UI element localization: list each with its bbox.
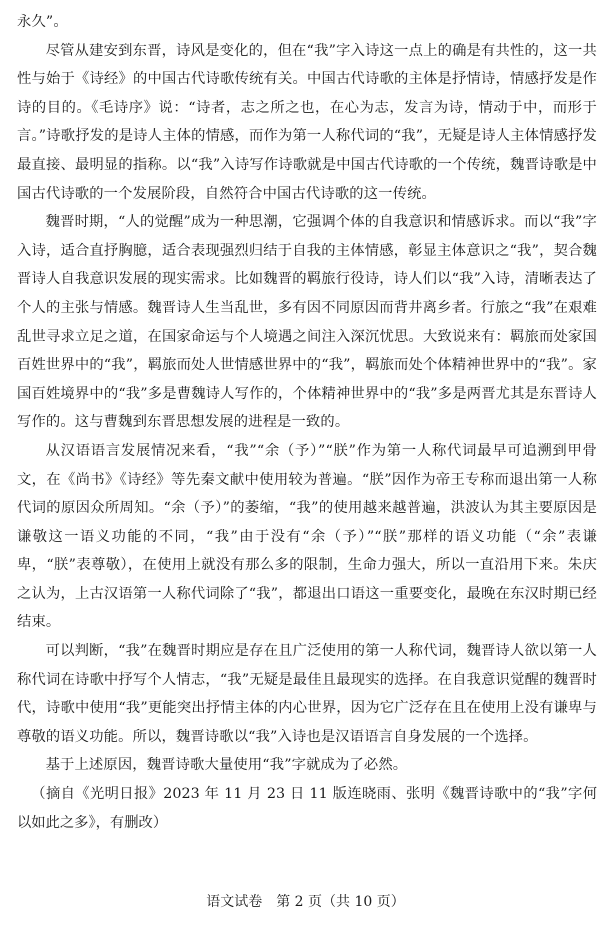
paragraph-conclusion: 基于上述原因，魏晋诗歌大量使用“我”字就成为了必然。 [45,757,408,774]
page-footer: 语文试卷 第 2 页（共 10 页） [206,894,405,910]
source-citation: （摘自《光明日报》2023 年 11 月 23 日 11 版连晓雨、张明《魏晋诗歌中的“我”字何以如此之多》，有删改） [17,786,597,831]
paragraph-continuation: 永久”。 [17,14,68,30]
paragraph-poetic-tradition: 尽管从建安到东晋，诗风是变化的，但在“我”字入诗这一点上的确是有共性的，这一共性与始于《诗经》的中国古代诗歌传统有关。中国古代诗歌的主体是抒情诗，情感抒发是作诗的目的。《毛诗序》说：“诗者，志之所之也，在心为志，发言为诗，情动于中，而形于言。”诗歌抒发的是诗人主体的情感，而作为第一人称代词的“我”，无疑是诗人主体情感抒发最直接、最明显的指称。以“我”入诗写作诗歌就是中国古代诗歌的一个传统，魏晋诗歌是中国古代诗歌的一个发展阶段，自然符合中国古代诗歌的这一传统。 [17,42,597,202]
paragraph-judgement: 可以判断，“我”在魏晋时期应是存在且广泛使用的第一人称代词，魏晋诗人欲以第一人称代词在诗歌中抒写个人情志，“我”无疑是最佳且最现实的选择。在自我意识觉醒的魏晋时代，诗歌中使用“我”更能突出抒情主体的内心世界，因为它广泛存在且在使用上没有谦卑与尊敬的语义功能。所以，魏晋诗歌以“我”入诗也是汉语语言自身发展的一个选择。 [17,643,597,745]
paragraph-language-development: 从汉语语言发展情况来看，“我”“余（予）”“朕”作为第一人称代词最早可追溯到甲骨文，在《尚书》《诗经》等先秦文献中使用较为普遍。“朕”因作为帝王专称而退出第一人称代词的原因众所周知。“余（予）”的萎缩，“我”的使用越来越普遍，洪波认为其主要原因是谦敬这一语义功能的不同，“我”由于没有“余（予）”“朕”那样的语义功能（“余”表谦卑，“朕”表尊敬），在使用上就没有那么多的限制，生命力强大，所以一直沿用下来。朱庆之认为，上古汉语第一人称代词除了“我”，都退出口语这一重要变化，最晚在东汉时期已经结束。 [17,442,597,631]
article-body [17,8,597,837]
paragraph-human-awakening: 魏晋时期，“人的觉醒”成为一种思潮，它强调个体的自我意识和情感诉求。而以“我”字入诗，适合直抒胸臆，适合表现强烈归结于自我的主体情感，彰显主体意识之“我”，契合魏晋诗人自我意识发展的现实需求。比如魏晋的羁旅行役诗，诗人们以“我”入诗，清晰表达了个人的主张与情感。魏晋诗人生当乱世，多有因不同原因而背井离乡者。行旅之“我”在艰难乱世寻求立足之道，在国家命运与个人境遇之间注入深沉忧思。大致说来有：羁旅而处家国百姓世界中的“我”，羁旅而处人世情感世界中的“我”，羁旅而处个体精神世界中的“我”。家国百姓境界中的“我”多是曹魏诗人写作的，个体精神世界中的“我”多是两晋尤其是东晋诗人写作的。这与曹魏到东晋思想发展的进程是一致的。 [17,214,597,431]
